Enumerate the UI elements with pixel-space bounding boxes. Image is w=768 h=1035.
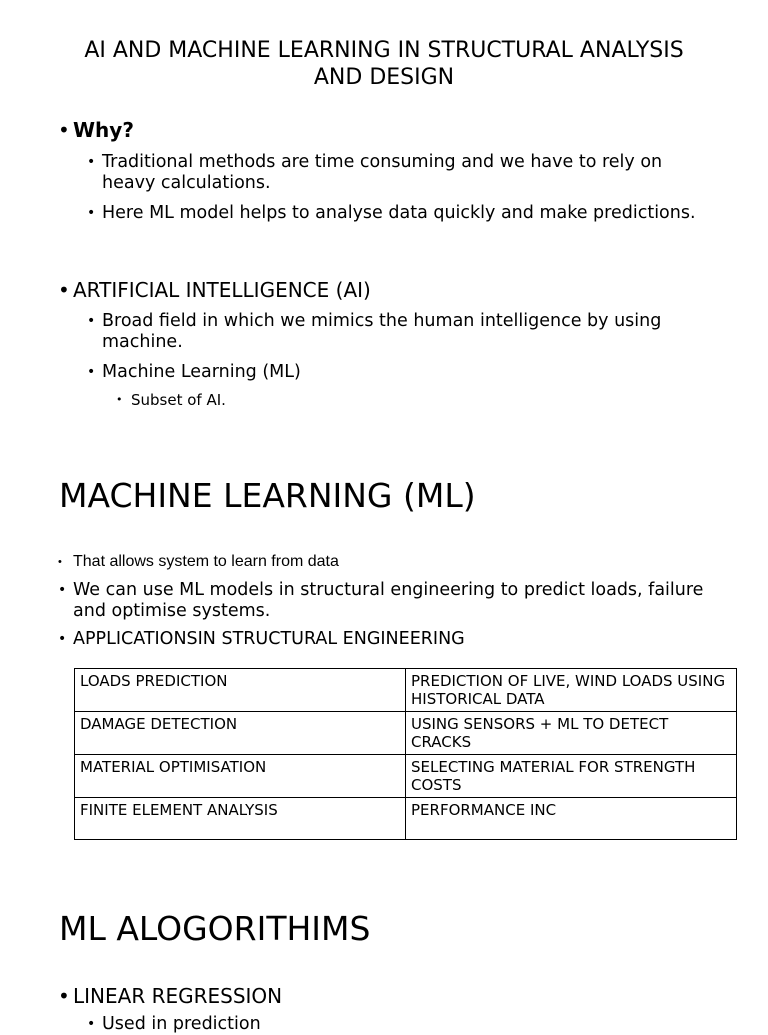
table-row <box>75 798 737 840</box>
applications-table <box>74 668 737 840</box>
ml-point-text: APPLICATIONSIN STRUCTURAL ENGINEERING <box>73 629 465 649</box>
slide-title: AI AND MACHINE LEARNING IN STRUCTURAL ANALYSIS AND DESIGN <box>84 38 684 90</box>
table-row <box>75 712 737 755</box>
table-cell: SELECTING MATERIAL FOR STRENGTH COSTS <box>406 755 737 798</box>
algorithm-label: LINEAR REGRESSION <box>73 984 283 1008</box>
bullet-dot: • <box>116 393 123 406</box>
bullet-dot: • <box>87 205 96 221</box>
table-cell: DAMAGE DETECTION <box>75 712 406 755</box>
table-cell: LOADS PREDICTION <box>75 669 406 712</box>
table-cell: PREDICTION OF LIVE, WIND LOADS USING HISTORICAL DATA <box>406 669 737 712</box>
table-cell: FINITE ELEMENT ANALYSIS <box>75 798 406 840</box>
ai-subpoint-text: Subset of AI. <box>131 391 226 409</box>
bullet-dot: • <box>58 631 67 647</box>
table-cell: USING SENSORS + ML TO DETECT CRACKS <box>406 712 737 755</box>
bullet-dot: • <box>87 364 96 380</box>
table-cell: PERFORMANCE INC <box>406 798 737 840</box>
why-point-text: Traditional methods are time consuming and we have to rely on heavy calculations. <box>102 152 663 193</box>
bullet-dot: • <box>58 984 70 1008</box>
table-row <box>75 755 737 798</box>
table-cell: MATERIAL OPTIMISATION <box>75 755 406 798</box>
bullet-dot: • <box>87 1016 96 1032</box>
ml-point-text: That allows system to learn from data <box>73 553 339 570</box>
bullet-dot: • <box>58 556 62 568</box>
bullet-dot: • <box>58 118 70 142</box>
ml-heading: MACHINE LEARNING (ML) <box>59 476 476 515</box>
bullet-dot: • <box>58 582 67 598</box>
ai-point-text: Machine Learning (ML) <box>102 362 301 382</box>
bullet-dot: • <box>87 313 96 329</box>
ai-point-text: Broad field in which we mimics the human intelligence by using machine. <box>102 311 662 352</box>
ml-point-text: We can use ML models in structural engineering to predict loads, failure and optimise systems. <box>73 580 704 621</box>
ai-label: ARTIFICIAL INTELLIGENCE (AI) <box>73 278 371 302</box>
bullet-dot: • <box>87 154 96 170</box>
table-row <box>75 669 737 712</box>
bullet-dot: • <box>58 278 70 302</box>
why-point-text: Here ML model helps to analyse data quickly and make predictions. <box>102 203 696 223</box>
algorithms-heading: ML ALOGORITHIMS <box>59 909 371 948</box>
why-label: Why? <box>73 118 134 142</box>
algorithm-subpoint-text: Used in prediction <box>102 1014 261 1034</box>
